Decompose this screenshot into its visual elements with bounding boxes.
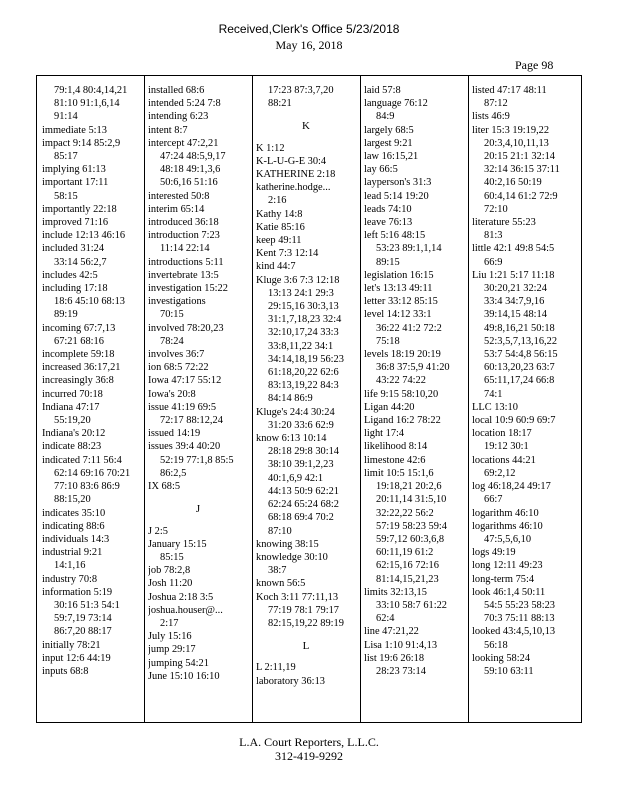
index-continuation: 31:20 33:6 62:9 bbox=[268, 419, 334, 431]
index-continuation: 81:14,15,21,23 bbox=[376, 573, 439, 585]
index-continuation: 49:8,16,21 50:18 bbox=[484, 322, 555, 334]
index-continuation: 36:8 37:5,9 41:20 bbox=[376, 362, 450, 374]
index-continuation: 70:3 75:11 88:13 bbox=[484, 613, 555, 625]
index-entry: indicates 35:10 bbox=[42, 507, 106, 519]
index-continuation: 67:21 68:16 bbox=[54, 335, 104, 347]
index-entry: Josh 11:20 bbox=[148, 578, 193, 590]
index-continuation: 33:10 58:7 61:22 bbox=[376, 599, 448, 611]
index-entry: intercept 47:2,21 bbox=[148, 137, 219, 149]
index-entry: joshua.houser@... bbox=[148, 604, 223, 616]
index-continuation: 69:2,12 bbox=[484, 467, 516, 479]
index-continuation: 50:6,16 51:16 bbox=[160, 177, 218, 189]
section-letter: J bbox=[195, 503, 201, 516]
index-entry: knowing 38:15 bbox=[256, 538, 319, 550]
index-entry: limits 32:13,15 bbox=[364, 586, 427, 598]
index-continuation: 40:1,6,9 42:1 bbox=[268, 472, 324, 484]
document-date: May 16, 2018 bbox=[275, 38, 343, 52]
index-continuation: 29:15,16 30:3,13 bbox=[268, 301, 339, 313]
index-entry: Ligand 16:2 78:22 bbox=[364, 415, 441, 427]
index-continuation: 18:6 45:10 68:13 bbox=[54, 296, 126, 308]
index-entry: list 19:6 26:18 bbox=[364, 652, 425, 664]
index-entry: incurred 70:18 bbox=[42, 388, 103, 400]
index-entry: Kathy 14:8 bbox=[256, 208, 303, 220]
index-entry: involved 78:20,23 bbox=[148, 322, 224, 334]
index-continuation: 81:10 91:1,6,14 bbox=[54, 98, 120, 110]
index-entry: Liu 1:21 5:17 11:18 bbox=[472, 269, 555, 281]
index-entry: intent 8:7 bbox=[148, 124, 188, 136]
index-continuation: 30:20,21 32:24 bbox=[484, 283, 547, 295]
index-entry: important 17:11 bbox=[42, 177, 109, 189]
index-entry: long-term 75:4 bbox=[472, 573, 535, 585]
index-entry: law 16:15,21 bbox=[364, 151, 419, 163]
index-continuation: 70:15 bbox=[160, 309, 184, 321]
index-entry: liter 15:3 19:19,22 bbox=[472, 124, 550, 136]
index-continuation: 30:16 51:3 54:1 bbox=[54, 599, 120, 611]
index-entry: Kent 7:3 12:14 bbox=[256, 248, 319, 260]
index-continuation: 75:18 bbox=[376, 335, 400, 347]
index-entry: input 12:6 44:19 bbox=[42, 652, 111, 664]
index-entry: Lisa 1:10 91:4,13 bbox=[364, 639, 438, 651]
index-continuation: 28:23 73:14 bbox=[376, 665, 426, 677]
index-continuation: 19:18,21 20:2,6 bbox=[376, 481, 442, 493]
index-entry: knowledge 30:10 bbox=[256, 551, 328, 563]
index-entry: legislation 16:15 bbox=[364, 269, 434, 281]
index-continuation: 34:14,18,19 56:23 bbox=[268, 353, 344, 365]
index-entry: introductions 5:11 bbox=[148, 256, 224, 268]
index-entry: local 10:9 60:9 69:7 bbox=[472, 415, 556, 427]
index-entry: indicate 88:23 bbox=[42, 441, 102, 453]
index-entry: logarithm 46:10 bbox=[472, 507, 539, 519]
index-entry: laboratory 36:13 bbox=[256, 675, 325, 687]
index-entry: industry 70:8 bbox=[42, 573, 98, 585]
index-continuation: 32:22,22 56:2 bbox=[376, 507, 434, 519]
index-continuation: 57:19 58:23 59:4 bbox=[376, 520, 448, 532]
index-continuation: 20:3,4,10,11,13 bbox=[484, 137, 549, 149]
index-entry: investigations bbox=[148, 296, 206, 308]
index-entry: Ligan 44:20 bbox=[364, 401, 415, 413]
index-entry: look 46:1,4 50:11 bbox=[472, 586, 546, 598]
index-continuation: 65:11,17,24 66:8 bbox=[484, 375, 555, 387]
index-entry: importantly 22:18 bbox=[42, 203, 117, 215]
index-continuation: 72:10 bbox=[484, 203, 508, 215]
index-entry: LLC 13:10 bbox=[472, 401, 518, 413]
index-column-1 bbox=[42, 84, 142, 678]
index-entry: J 2:5 bbox=[148, 525, 168, 537]
index-continuation: 86:2,5 bbox=[160, 467, 187, 479]
index-continuation: 88:15,20 bbox=[54, 494, 91, 506]
index-continuation: 61:18,20,22 62:6 bbox=[268, 367, 339, 379]
index-continuation: 81:3 bbox=[484, 230, 503, 242]
index-continuation: 14:1,16 bbox=[54, 560, 86, 572]
index-continuation: 60:4,14 61:2 72:9 bbox=[484, 190, 558, 202]
index-continuation: 83:13,19,22 84:3 bbox=[268, 380, 339, 392]
index-entry: know 6:13 10:14 bbox=[256, 433, 327, 445]
index-continuation: 68:18 69:4 70:2 bbox=[268, 512, 334, 524]
index-entry: issues 39:4 40:20 bbox=[148, 441, 221, 453]
index-continuation: 54:5 55:23 58:23 bbox=[484, 599, 556, 611]
index-continuation: 77:19 78:1 79:17 bbox=[268, 604, 340, 616]
index-continuation: 62:24 65:24 68:2 bbox=[268, 499, 340, 511]
index-continuation: 88:21 bbox=[268, 98, 292, 110]
index-continuation: 11:14 22:14 bbox=[160, 243, 210, 255]
index-entry: information 5:19 bbox=[42, 586, 113, 598]
index-continuation: 77:10 83:6 86:9 bbox=[54, 481, 120, 493]
index-continuation: 20:11,14 31:5,10 bbox=[376, 494, 447, 506]
index-entry: K-L-U-G-E 30:4 bbox=[256, 155, 327, 167]
column-divider bbox=[252, 75, 253, 723]
index-entry: let's 13:13 49:11 bbox=[364, 283, 433, 295]
index-entry: improved 71:16 bbox=[42, 217, 109, 229]
index-entry: impact 9:14 85:2,9 bbox=[42, 137, 121, 149]
index-continuation: 87:10 bbox=[268, 525, 292, 537]
index-continuation: 33:14 56:2,7 bbox=[54, 256, 107, 268]
index-entry: incoming 67:7,13 bbox=[42, 322, 116, 334]
index-entry: lists 46:9 bbox=[472, 111, 510, 123]
index-continuation: 13:13 24:1 29:3 bbox=[268, 287, 334, 299]
footer-phone: 312-419-9292 bbox=[275, 749, 343, 763]
index-continuation: 58:15 bbox=[54, 190, 78, 202]
index-continuation: 62:4 bbox=[376, 613, 395, 625]
index-entry: IX 68:5 bbox=[148, 481, 181, 493]
index-continuation: 84:14 86:9 bbox=[268, 393, 313, 405]
index-entry: immediate 5:13 bbox=[42, 124, 107, 136]
index-entry: ion 68:5 72:22 bbox=[148, 362, 209, 374]
index-continuation: 86:7,20 88:17 bbox=[54, 626, 112, 638]
index-continuation: 79:1,4 80:4,14,21 bbox=[54, 85, 128, 96]
index-continuation: 85:15 bbox=[160, 551, 184, 563]
index-entry: Indiana's 20:12 bbox=[42, 428, 106, 440]
index-continuation: 59:7,12 60:3,6,8 bbox=[376, 533, 445, 545]
index-continuation: 89:15 bbox=[376, 256, 400, 268]
column-divider bbox=[468, 75, 469, 723]
index-entry: kind 44:7 bbox=[256, 261, 296, 273]
index-continuation: 40:2,16 50:19 bbox=[484, 177, 542, 189]
index-continuation: 72:17 88:12,24 bbox=[160, 415, 223, 427]
index-entry: includes 42:5 bbox=[42, 269, 98, 281]
index-entry: Kluge's 24:4 30:24 bbox=[256, 406, 335, 418]
index-continuation: 53:7 54:4,8 56:15 bbox=[484, 349, 558, 361]
index-continuation: 38:10 39:1,2,23 bbox=[268, 459, 334, 471]
index-entry: July 15:16 bbox=[148, 631, 192, 643]
index-entry: intended 5:24 7:8 bbox=[148, 98, 221, 110]
index-continuation: 39:14,15 48:14 bbox=[484, 309, 547, 321]
index-entry: indicating 88:6 bbox=[42, 520, 105, 532]
index-continuation: 17:23 87:3,7,20 bbox=[268, 85, 334, 96]
index-entry: invertebrate 13:5 bbox=[148, 269, 219, 281]
index-continuation: 62:14 69:16 70:21 bbox=[54, 467, 131, 479]
index-continuation: 36:22 41:2 72:2 bbox=[376, 322, 442, 334]
index-entry: lay 66:5 bbox=[364, 164, 398, 176]
index-continuation: 53:23 89:1,1,14 bbox=[376, 243, 442, 255]
index-entry: layperson's 31:3 bbox=[364, 177, 432, 189]
page-number: Page 98 bbox=[515, 58, 554, 72]
index-column-5 bbox=[472, 84, 572, 678]
section-letter: K bbox=[302, 120, 310, 133]
index-entry: incomplete 59:18 bbox=[42, 349, 115, 361]
index-continuation: 47:24 48:5,9,17 bbox=[160, 151, 226, 163]
index-continuation: 32:10,17,24 33:3 bbox=[268, 327, 339, 339]
index-entry: letter 33:12 85:15 bbox=[364, 296, 438, 308]
index-continuation: 33:4 34:7,9,16 bbox=[484, 296, 545, 308]
index-entry: L 2:11,19 bbox=[256, 662, 296, 674]
index-entry: intending 6:23 bbox=[148, 111, 209, 123]
index-continuation: 59:10 63:11 bbox=[484, 665, 534, 677]
index-entry: largely 68:5 bbox=[364, 124, 414, 136]
index-entry: limit 10:5 15:1,6 bbox=[364, 467, 434, 479]
index-continuation: 20:15 21:1 32:14 bbox=[484, 151, 556, 163]
index-entry: K 1:12 bbox=[256, 142, 285, 154]
index-continuation: 85:17 bbox=[54, 151, 78, 163]
index-continuation: 55:19,20 bbox=[54, 415, 91, 427]
index-entry: largest 9:21 bbox=[364, 137, 413, 149]
index-continuation: 19:12 30:1 bbox=[484, 441, 529, 453]
index-entry: KATHERINE 2:18 bbox=[256, 169, 336, 181]
index-continuation: 32:14 36:15 37:11 bbox=[484, 164, 560, 176]
index-entry: level 14:12 33:1 bbox=[364, 309, 432, 321]
index-column-4 bbox=[364, 84, 464, 678]
index-entry: January 15:15 bbox=[148, 538, 207, 550]
index-continuation: 33:8,11,22 34:1 bbox=[268, 340, 334, 352]
index-continuation: 74:1 bbox=[484, 388, 503, 400]
index-entry: limestone 42:6 bbox=[364, 454, 426, 466]
index-entry: logarithms 46:10 bbox=[472, 520, 543, 532]
index-entry: interested 50:8 bbox=[148, 190, 210, 202]
index-entry: literature 55:23 bbox=[472, 217, 536, 229]
index-continuation: 31:1,7,18,23 32:4 bbox=[268, 314, 342, 326]
index-entry: introduction 7:23 bbox=[148, 230, 220, 242]
index-entry: left 5:16 48:15 bbox=[364, 230, 426, 242]
index-entry: leads 74:10 bbox=[364, 203, 412, 215]
section-letter: L bbox=[302, 640, 310, 653]
index-entry: life 9:15 58:10,20 bbox=[364, 388, 439, 400]
index-continuation: 47:5,5,6,10 bbox=[484, 533, 532, 545]
index-entry: Iowa's 20:8 bbox=[148, 388, 196, 400]
index-continuation: 2:16 bbox=[268, 195, 287, 207]
index-entry: issue 41:19 69:5 bbox=[148, 401, 217, 413]
index-continuation: 78:24 bbox=[160, 335, 184, 347]
index-entry: increased 36:17,21 bbox=[42, 362, 121, 374]
index-entry: lead 5:14 19:20 bbox=[364, 190, 429, 202]
received-stamp: Received,Clerk's Office 5/23/2018 bbox=[218, 22, 400, 36]
index-entry: individuals 14:3 bbox=[42, 533, 110, 545]
index-entry: introduced 36:18 bbox=[148, 217, 219, 229]
index-continuation: 82:15,19,22 89:19 bbox=[268, 617, 344, 629]
index-entry: indicated 7:11 56:4 bbox=[42, 454, 122, 466]
index-entry: laid 57:8 bbox=[364, 85, 401, 96]
index-continuation: 62:15,16 72:16 bbox=[376, 560, 439, 572]
index-continuation: 59:7,19 73:14 bbox=[54, 613, 112, 625]
index-continuation: 52:3,5,7,13,16,22 bbox=[484, 335, 558, 347]
index-entry: investigation 15:22 bbox=[148, 283, 228, 295]
footer-company: L.A. Court Reporters, L.L.C. bbox=[239, 735, 379, 749]
index-entry: katherine.hodge... bbox=[256, 182, 331, 194]
index-continuation: 60:11,19 61:2 bbox=[376, 547, 434, 559]
index-entry: keep 49:11 bbox=[256, 235, 302, 247]
index-entry: implying 61:13 bbox=[42, 164, 106, 176]
index-entry: Kluge 3:6 7:3 12:18 bbox=[256, 274, 340, 286]
index-entry: including 17:18 bbox=[42, 283, 108, 295]
index-continuation: 66:7 bbox=[484, 494, 503, 506]
index-continuation: 60:13,20,23 63:7 bbox=[484, 362, 555, 374]
index-continuation: 66:9 bbox=[484, 256, 503, 268]
index-entry: installed 68:6 bbox=[148, 85, 205, 96]
index-continuation: 38:7 bbox=[268, 565, 287, 577]
index-entry: little 42:1 49:8 54:5 bbox=[472, 243, 555, 255]
index-entry: initially 78:21 bbox=[42, 639, 101, 651]
index-entry: industrial 9:21 bbox=[42, 547, 103, 559]
index-entry: line 47:21,22 bbox=[364, 626, 419, 638]
index-entry: include 12:13 46:16 bbox=[42, 230, 126, 242]
column-divider bbox=[144, 75, 145, 723]
index-entry: inputs 68:8 bbox=[42, 665, 89, 677]
index-entry: June 15:10 16:10 bbox=[148, 670, 220, 682]
index-entry: interim 65:14 bbox=[148, 203, 205, 215]
column-divider bbox=[360, 75, 361, 723]
index-entry: leave 76:13 bbox=[364, 217, 413, 229]
index-continuation: 84:9 bbox=[376, 111, 395, 123]
index-entry: increasingly 36:8 bbox=[42, 375, 114, 387]
index-entry: jumping 54:21 bbox=[148, 657, 209, 669]
index-continuation: 48:18 49:1,3,6 bbox=[160, 164, 221, 176]
index-entry: jump 29:17 bbox=[148, 644, 196, 656]
index-entry: looking 58:24 bbox=[472, 652, 531, 664]
index-continuation: 2:17 bbox=[160, 617, 179, 629]
index-entry: looked 43:4,5,10,13 bbox=[472, 626, 556, 638]
index-entry: logs 49:19 bbox=[472, 547, 516, 559]
index-continuation: 44:13 50:9 62:21 bbox=[268, 485, 340, 497]
index-entry: location 18:17 bbox=[472, 428, 532, 440]
index-entry: job 78:2,8 bbox=[148, 565, 191, 577]
index-column-2 bbox=[148, 84, 248, 683]
index-entry: listed 47:17 48:11 bbox=[472, 85, 547, 96]
index-continuation: 87:12 bbox=[484, 98, 508, 110]
index-entry: language 76:12 bbox=[364, 98, 428, 110]
index-entry: levels 18:19 20:19 bbox=[364, 349, 441, 361]
index-entry: long 12:11 49:23 bbox=[472, 560, 543, 572]
index-entry: Katie 85:16 bbox=[256, 221, 305, 233]
index-continuation: 89:19 bbox=[54, 309, 78, 321]
index-entry: known 56:5 bbox=[256, 578, 306, 590]
index-entry: included 31:24 bbox=[42, 243, 105, 255]
index-continuation: 52:19 77:1,8 85:5 bbox=[160, 454, 234, 466]
index-entry: light 17:4 bbox=[364, 428, 405, 440]
index-entry: likelihood 8:14 bbox=[364, 441, 428, 453]
index-entry: involves 36:7 bbox=[148, 349, 205, 361]
index-continuation: 91:14 bbox=[54, 111, 78, 123]
index-entry: Koch 3:11 77:11,13 bbox=[256, 591, 339, 603]
index-continuation: 28:18 29:8 30:14 bbox=[268, 446, 340, 458]
index-entry: Iowa 47:17 55:12 bbox=[148, 375, 222, 387]
index-continuation: 56:18 bbox=[484, 639, 508, 651]
index-entry: locations 44:21 bbox=[472, 454, 536, 466]
index-continuation: 43:22 74:22 bbox=[376, 375, 426, 387]
index-entry: Joshua 2:18 3:5 bbox=[148, 591, 214, 603]
index-entry: issued 14:19 bbox=[148, 428, 201, 440]
index-column-3 bbox=[256, 84, 356, 688]
index-entry: log 46:18,24 49:17 bbox=[472, 481, 551, 493]
index-entry: Indiana 47:17 bbox=[42, 401, 100, 413]
